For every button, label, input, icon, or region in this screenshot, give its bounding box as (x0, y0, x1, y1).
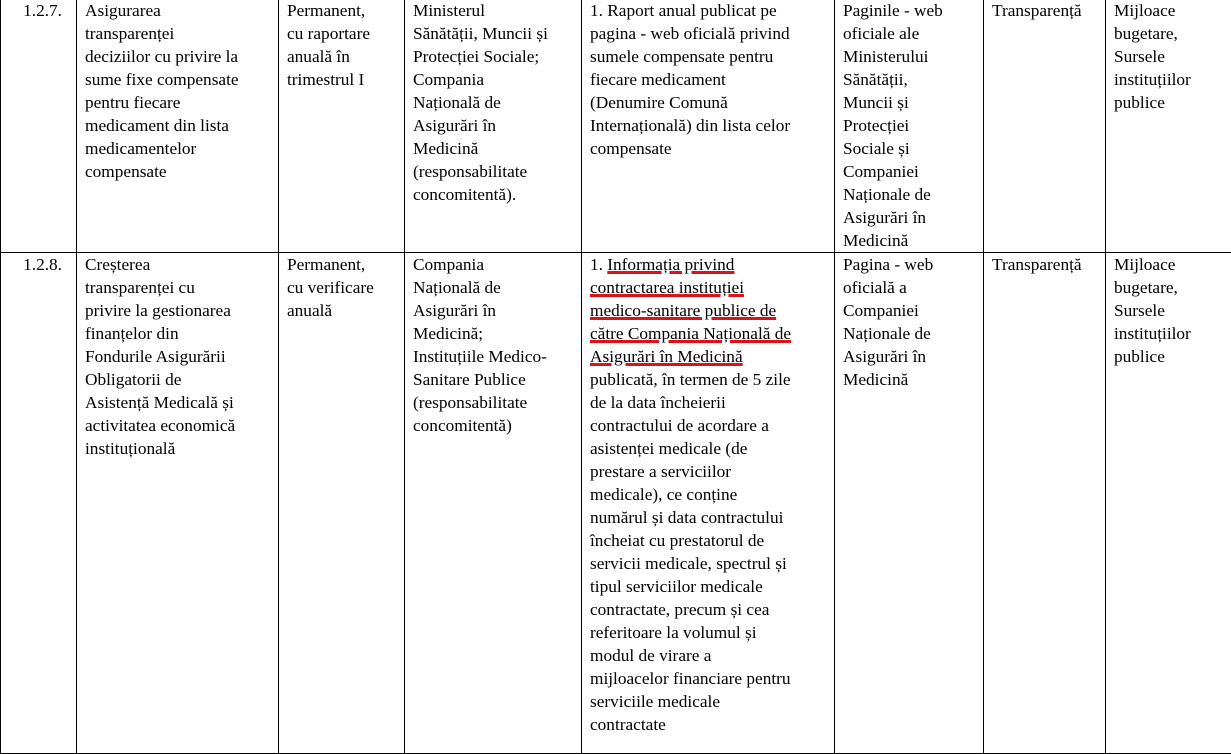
text-line: transparenței cu (85, 276, 273, 299)
text-line: publice (1114, 345, 1226, 368)
text-line: (responsabilitate (413, 391, 576, 414)
text-line: concomitentă). (413, 183, 576, 206)
text-line: contractate, precum și cea (590, 598, 829, 621)
text-line: Sociale și (843, 137, 978, 160)
text-line: oficiale ale (843, 22, 978, 45)
text-line: Sursele (1114, 45, 1226, 68)
text-line: (responsabilitate (413, 160, 576, 183)
text-line: Permanent, (287, 0, 399, 22)
row-number-cell (1, 253, 77, 754)
text-line: Permanent, (287, 253, 399, 276)
text-line: concomitentă) (413, 414, 576, 437)
text-line: Obligatorii de (85, 368, 273, 391)
text-line: Medicină (843, 368, 978, 391)
text-line: deciziilor cu privire la (85, 45, 273, 68)
text-line: medicament din lista (85, 114, 273, 137)
red-underlined-text: medico-sanitare publice de (590, 301, 776, 320)
text-line: Companiei (843, 299, 978, 322)
text-line: Asigurări în (413, 299, 576, 322)
indicator-underlined-line (590, 299, 829, 322)
funding-cell (1106, 253, 1231, 754)
red-underlined-text: Informația privind (607, 255, 734, 274)
text-line: modul de virare a (590, 644, 829, 667)
text-line: publice (1114, 91, 1226, 114)
text-line: Mijloace (1114, 0, 1226, 22)
indicator-cell (582, 253, 835, 754)
text-line: Medicină (413, 137, 576, 160)
text-line: Naționale de (843, 322, 978, 345)
indicator-underlined-line (590, 322, 829, 345)
text-line: Muncii și (843, 91, 978, 114)
text-line: Compania (413, 253, 576, 276)
text-line: Creșterea (85, 253, 273, 276)
text-line: privire la gestionarea (85, 299, 273, 322)
row-number: 1.2.7. (23, 1, 62, 20)
text-line: Fondurile Asigurării (85, 345, 273, 368)
row-number: 1.2.8. (23, 255, 62, 274)
risk-cell (984, 0, 1106, 253)
text-line: Sursele (1114, 299, 1226, 322)
red-underlined-text: contractarea instituției (590, 278, 744, 297)
text-line: pagina - web oficială privind (590, 22, 829, 45)
text-line: sume fixe compensate (85, 68, 273, 91)
red-underlined-text: către Compania Națională de (590, 324, 791, 343)
text-line: Medicină (843, 229, 978, 252)
text-line: finanțelor din (85, 322, 273, 345)
text-line: compensate (590, 137, 829, 160)
row-number-cell (1, 0, 77, 253)
text-line: Protecției Sociale; (413, 45, 576, 68)
text-line: trimestrul I (287, 68, 399, 91)
text-line: de la data încheierii (590, 391, 829, 414)
text-line: publicată, în termen de 5 zile (590, 368, 829, 391)
text-line: Compania (413, 68, 576, 91)
red-underlined-text: Asigurări în Medicină (590, 347, 743, 366)
text-line: transparenței (85, 22, 273, 45)
text-line: Mijloace (1114, 253, 1226, 276)
text-line: referitoare la volumul și (590, 621, 829, 644)
text-line: Asistență Medicală și (85, 391, 273, 414)
text-line: Companiei (843, 160, 978, 183)
text-line: Asigurarea (85, 0, 273, 22)
text-line: instituțiilor (1114, 322, 1226, 345)
text-line: contractate (590, 713, 829, 736)
text-line: Națională de (413, 91, 576, 114)
text-line: (Denumire Comună (590, 91, 829, 114)
text-line: compensate (85, 160, 273, 183)
text-line: bugetare, (1114, 276, 1226, 299)
text-line: activitatea economică (85, 414, 273, 437)
text-line: Naționale de (843, 183, 978, 206)
responsible-cell (405, 0, 582, 253)
text-line: Instituțiile Medico- (413, 345, 576, 368)
text-line: cu verificare (287, 276, 399, 299)
indicator-underlined-line (590, 276, 829, 299)
text-line: Paginile - web (843, 0, 978, 22)
text-line: Asigurări în (843, 206, 978, 229)
text-line: Ministerul (413, 0, 576, 22)
term-cell (279, 0, 405, 253)
text-line: cu raportare (287, 22, 399, 45)
text-line: serviciile medicale (590, 690, 829, 713)
text-line: Sanitare Publice (413, 368, 576, 391)
text-line: servicii medicale, spectrul și (590, 552, 829, 575)
text-line: asistenței medicale (de (590, 437, 829, 460)
risk-cell (984, 253, 1106, 754)
text-line: medicamentelor (85, 137, 273, 160)
text-line: numărul și data contractului (590, 506, 829, 529)
term-cell (279, 253, 405, 754)
text-line: anuală în (287, 45, 399, 68)
responsible-cell (405, 253, 582, 754)
text-line: contractului de acordare a (590, 414, 829, 437)
text-line: Asigurări în (843, 345, 978, 368)
table-row-1-2-8 (1, 253, 1231, 754)
text-line: Internațională) din lista celor (590, 114, 829, 137)
indicator-rest (590, 368, 829, 736)
text-line: Asigurări în (413, 114, 576, 137)
text-line: Transparență (992, 253, 1100, 276)
text-line: sumele compensate pentru (590, 45, 829, 68)
text-line: tipul serviciilor medicale (590, 575, 829, 598)
text-line: pentru fiecare (85, 91, 273, 114)
text-line: prestare a serviciilor (590, 460, 829, 483)
text-line: Transparență (992, 0, 1100, 22)
text-line: încheiat cu prestatorul de (590, 529, 829, 552)
verification-cell (835, 0, 984, 253)
action-cell (77, 0, 279, 253)
text-line: fiecare medicament (590, 68, 829, 91)
text-line: instituțională (85, 437, 273, 460)
text-line: Sănătății, (843, 68, 978, 91)
text-line: Sănătății, Muncii și (413, 22, 576, 45)
funding-cell (1106, 0, 1231, 253)
text-line: instituțiilor (1114, 68, 1226, 91)
text-line: medicale), ce conține (590, 483, 829, 506)
text-line: Ministerului (843, 45, 978, 68)
text-line: bugetare, (1114, 22, 1226, 45)
text-line: mijloacelor financiare pentru (590, 667, 829, 690)
text-line: Medicină; (413, 322, 576, 345)
indicator-cell (582, 0, 835, 253)
table-row-1-2-7 (1, 0, 1231, 253)
indicator-underlined-line (590, 345, 829, 368)
verification-cell (835, 253, 984, 754)
text-line: Pagina - web (843, 253, 978, 276)
text-line: oficială a (843, 276, 978, 299)
text-line: Națională de (413, 276, 576, 299)
action-cell (77, 253, 279, 754)
text-line: 1. Raport anual publicat pe (590, 0, 829, 22)
text-line: Protecției (843, 114, 978, 137)
text-line: anuală (287, 299, 399, 322)
indicator-underlined-line: 1. Informația privind (590, 253, 829, 276)
